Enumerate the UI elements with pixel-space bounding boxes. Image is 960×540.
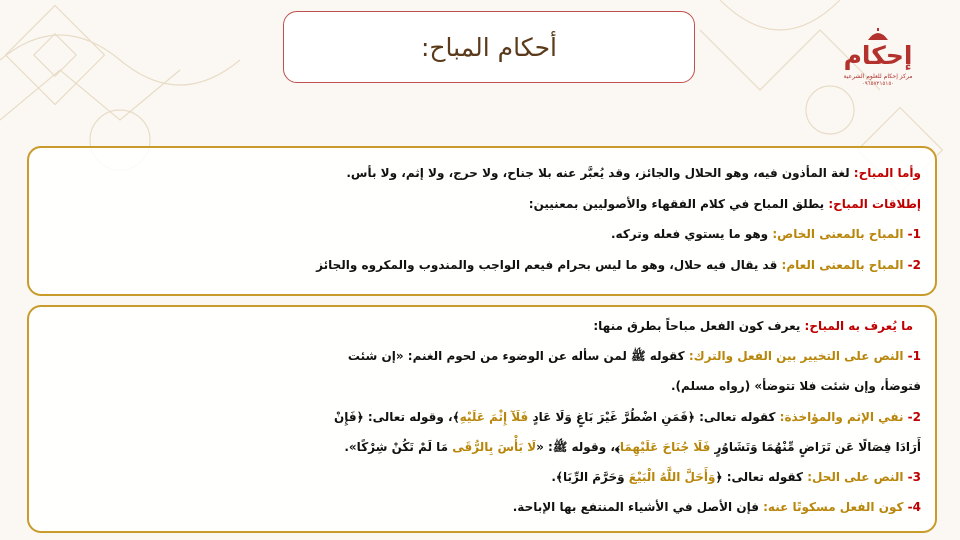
- way-1-text: كقوله ﷺ لمن سأله عن الوضوء من لحوم الغنم: «إن شئت: [347, 349, 689, 364]
- center-logo: [843, 28, 913, 96]
- way-4-text: فإن الأصل في الأشياء المنتفع بها الإباحة.: [512, 500, 764, 515]
- ways-intro-label: ما يُعرف به المباح:: [804, 319, 913, 333]
- general-meaning-label: المباح بالمعنى العام:: [781, 257, 908, 272]
- ways-intro-text: يعرف كون الفعل مباحاً بطرق منها:: [593, 319, 805, 333]
- item-number: 2-: [907, 257, 921, 272]
- slide-title: أحكام المباح:: [421, 32, 557, 62]
- general-meaning-line: [39, 250, 921, 281]
- usages-label: إطلاقات المباح:: [828, 196, 921, 211]
- way-4-line: [39, 492, 921, 522]
- definition-label: وأما المباح:: [853, 166, 921, 180]
- way-1-label: النص على التخيير بين الفعل والترك:: [688, 349, 908, 364]
- way-3-text-b: وَحَرَّمَ الرِّبَا﴾.: [551, 470, 629, 485]
- general-meaning-text: قد يقال فيه حلال، وهو ما ليس بحرام فيعم الواجب والمندوب والمكروه والجائز: [316, 257, 782, 272]
- item-number: 1-: [907, 227, 921, 241]
- special-meaning-line: [39, 219, 921, 250]
- usages-text: يطلق المباح في كلام الفقهاء والأصوليين بمعنيين:: [528, 196, 829, 211]
- way-2-cont-b: ﴾، وقوله ﷺ: «: [536, 439, 620, 454]
- way-2-text-a: كقوله تعالى: ﴿فَمَنِ اضْطُرَّ غَيْرَ بَاغٍ وَلَا عَادٍ: [528, 409, 780, 424]
- way-3-label: النص على الحل:: [807, 470, 908, 485]
- way-2-cont-a: أَرَادَا فِصَالًا عَن تَرَاضٍ مِّنْهُمَا وَتَشَاوُرٍ: [710, 439, 921, 454]
- way-2-quote-a: فَلَآ إِثْمَ عَلَيْهِ: [459, 409, 529, 424]
- item-number: 2-: [907, 409, 921, 424]
- definition-text: لغة المأذون فيه، وهو الحلال والجائز، وقد يُعبَّر عنه بلا جناح، ولا حرج، ولا إثم، ولا بأس.: [346, 166, 854, 180]
- definitions-box: [27, 146, 937, 296]
- way-3-quote: وَأَحَلَّ اللَّهُ الْبَيْعَ: [628, 470, 716, 485]
- way-2-quote-c: لَا بَأْسَ بِالرُّقَى: [452, 439, 537, 454]
- usages-line: [39, 189, 921, 220]
- way-3-line: [39, 462, 921, 492]
- way-4-label: كون الفعل مسكوتًا عنه:: [763, 500, 908, 515]
- ways-box: [27, 305, 937, 533]
- way-1-cont-text: فتوضأ، وإن شئت فلا تتوضأ» (رواه مسلم).: [670, 379, 921, 394]
- way-2-continuation: [39, 432, 921, 462]
- way-2-line: [39, 402, 921, 432]
- logo-wordmark: إحكام: [843, 41, 913, 70]
- slide-title-box: [283, 11, 695, 83]
- special-meaning-label: المباح بالمعنى الخاص:: [772, 227, 908, 241]
- item-number: 1-: [907, 349, 921, 364]
- way-1-continuation: [39, 371, 921, 401]
- way-2-label: نفي الإثم والمؤاخذة:: [779, 409, 908, 424]
- logo-phone: ٠٩٦٥٧٢١٥١٥٠: [861, 81, 895, 87]
- mosque-dome-icon: [865, 28, 891, 40]
- item-number: 4-: [907, 500, 921, 515]
- way-2-cont-c: مَا لَمْ تَكُنْ شِرْكًا».: [344, 439, 453, 454]
- logo-subtitle: مركز إحكام للعلوم الشرعية: [843, 73, 913, 80]
- definition-line-1: [39, 158, 921, 189]
- way-3-text-a: كقوله تعالى: ﴿: [715, 470, 808, 485]
- way-2-quote-b: فَلَا جُنَاحَ عَلَيْهِمَا: [619, 439, 711, 454]
- way-1-line: [39, 341, 921, 371]
- way-2-text-b: ﴾، وقوله تعالى: ﴿فَإِنْ: [334, 409, 460, 424]
- ways-intro-line: [39, 311, 921, 341]
- special-meaning-text: وهو ما يستوي فعله وتركه.: [610, 227, 773, 241]
- item-number: 3-: [907, 470, 921, 485]
